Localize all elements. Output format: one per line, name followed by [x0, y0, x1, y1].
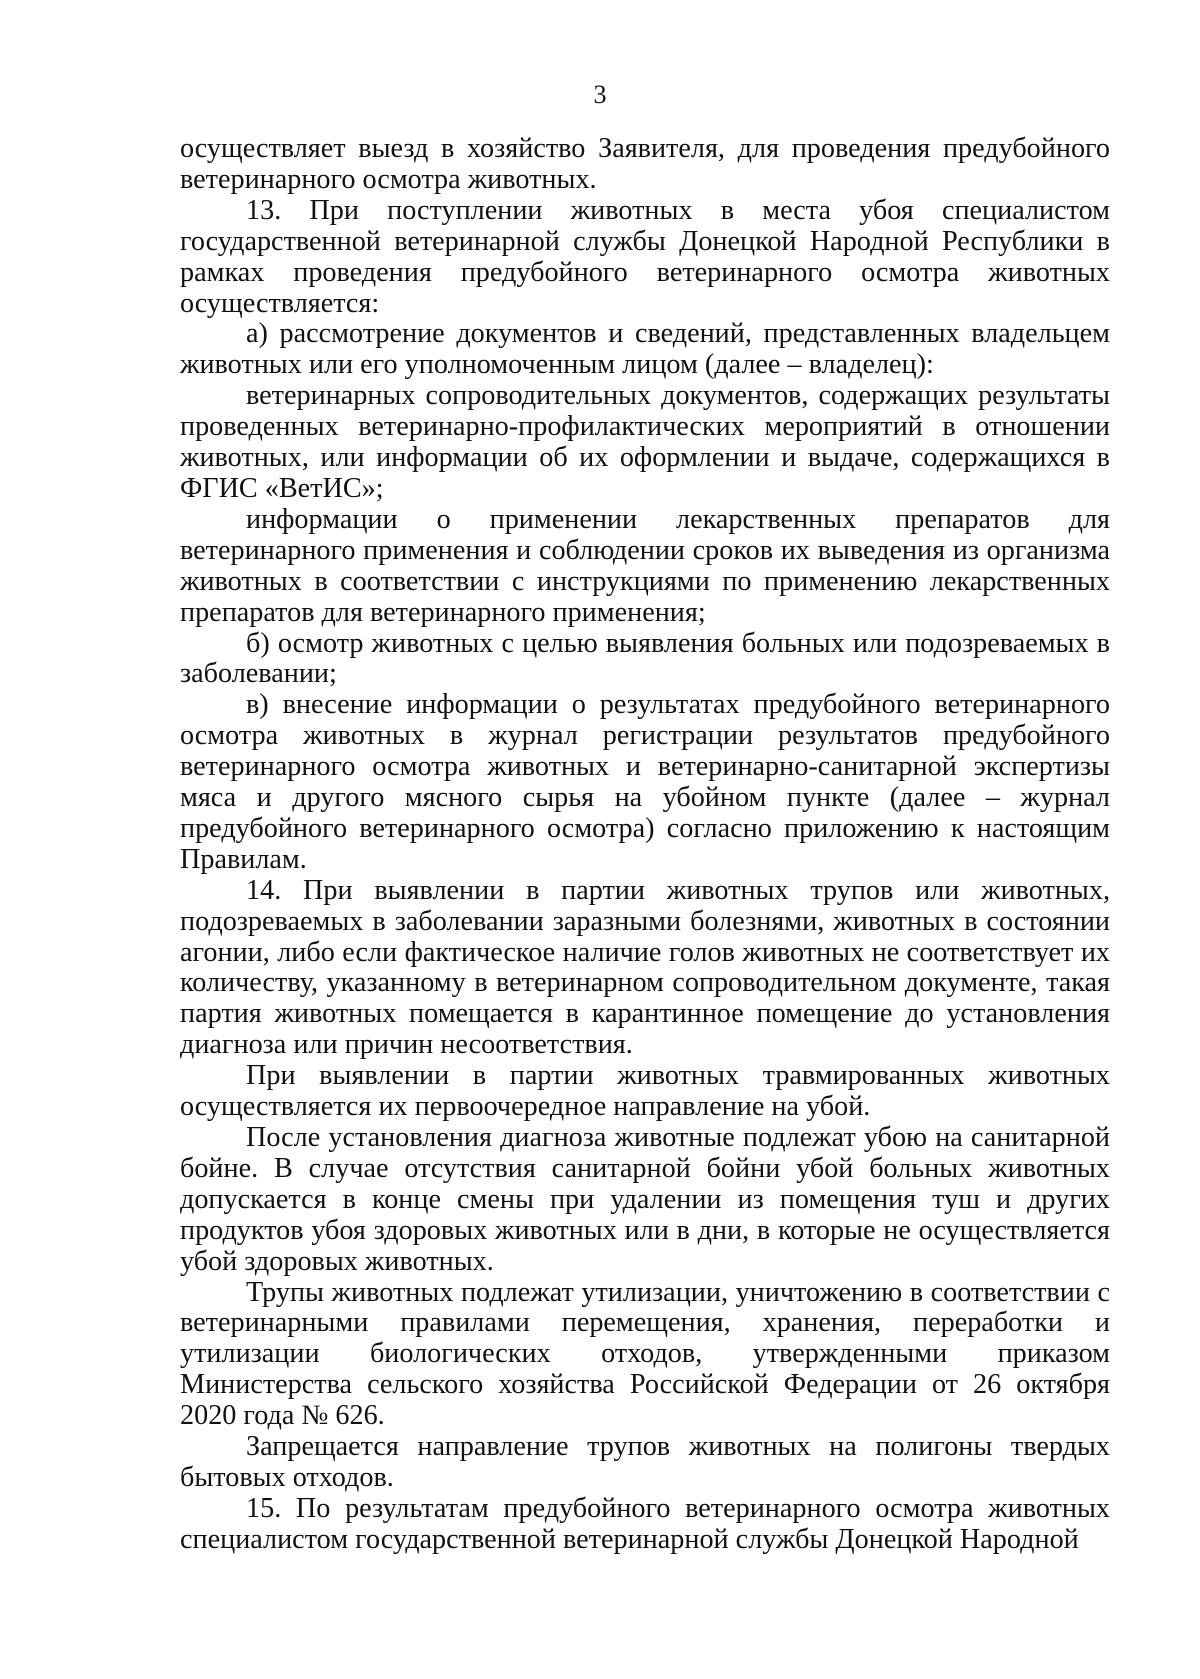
paragraph: Запрещается направление трупов животных на полигоны твердых бытовых отходов.: [180, 1431, 1110, 1493]
paragraph: информации о применении лекарственных препаратов для ветеринарного применения и соблюдении сроков их выведения из организма животных в соответствии с инструкциями по применению лекарственных препаратов для ветеринарного применения;: [180, 503, 1110, 628]
paragraph: При выявлении в партии животных травмированных животных осуществляется их первоочередное направление на убой.: [180, 1060, 1110, 1123]
paragraph: а) рассмотрение документов и сведений, представленных владельцем животных или его уполномоченным лицом (далее – владелец):: [180, 318, 1110, 381]
paragraph: осуществляет выезд в хозяйство Заявителя, для проведения предубойного ветеринарного осмотра животных.: [180, 133, 1110, 195]
paragraph: Трупы животных подлежат утилизации, уничтожению в соответствии с ветеринарными правилами перемещения, хранения, переработки и утилизации биологических отходов, утвержденными приказом Министерства сельского хозяйства Российской Федерации от 26 октября 2020 года № 626.: [180, 1276, 1110, 1432]
paragraph: 15. По результатам предубойного ветеринарного осмотра животных специалистом государственной ветеринарной службы Донецкой Народной: [180, 1492, 1110, 1555]
paragraph: в) внесение информации о результатах предубойного ветеринарного осмотра животных в журнал регистрации результатов предубойного ветеринарного осмотра животных и ветеринарно-санитарной экспертизы мяса и другого мясного сырья на убойном пункте (далее – журнал предубойного ветеринарного осмотра) согласно приложению к настоящим Правилам.: [180, 689, 1110, 875]
document-body: [180, 134, 1110, 1556]
paragraph: 13. При поступлении животных в места убоя специалистом государственной ветеринарной службы Донецкой Народной Республики в рамках проведения предубойного ветеринарного осмотра животных осуществляется:: [180, 194, 1110, 319]
paragraph: 14. При выявлении в партии животных трупов или животных, подозреваемых в заболевании заразными болезнями, животных в состоянии агонии, либо если фактическое наличие голов животных не соответствует их количеству, указанному в ветеринарном сопроводительном документе, такая партия животных помещается в карантинное помещение до установления диагноза или причин несоответствия.: [180, 874, 1110, 1061]
page-number: 3: [593, 80, 607, 109]
paragraph: ветеринарных сопроводительных документов, содержащих результаты проведенных ветеринарно-профилактических мероприятий в отношении животных, или информации об их оформлении и выдаче, содержащихся в ФГИС «ВетИС»;: [180, 380, 1110, 504]
paragraph: После установления диагноза животные подлежат убою на санитарной бойне. В случае отсутствия санитарной бойни убой больных животных допускается в конце смены при удалении из помещения туш и других продуктов убоя здоровых животных или в дни, в которые не осуществляется убой здоровых животных.: [180, 1122, 1110, 1277]
paragraph: б) осмотр животных с целью выявления больных или подозреваемых в заболевании;: [180, 627, 1110, 690]
